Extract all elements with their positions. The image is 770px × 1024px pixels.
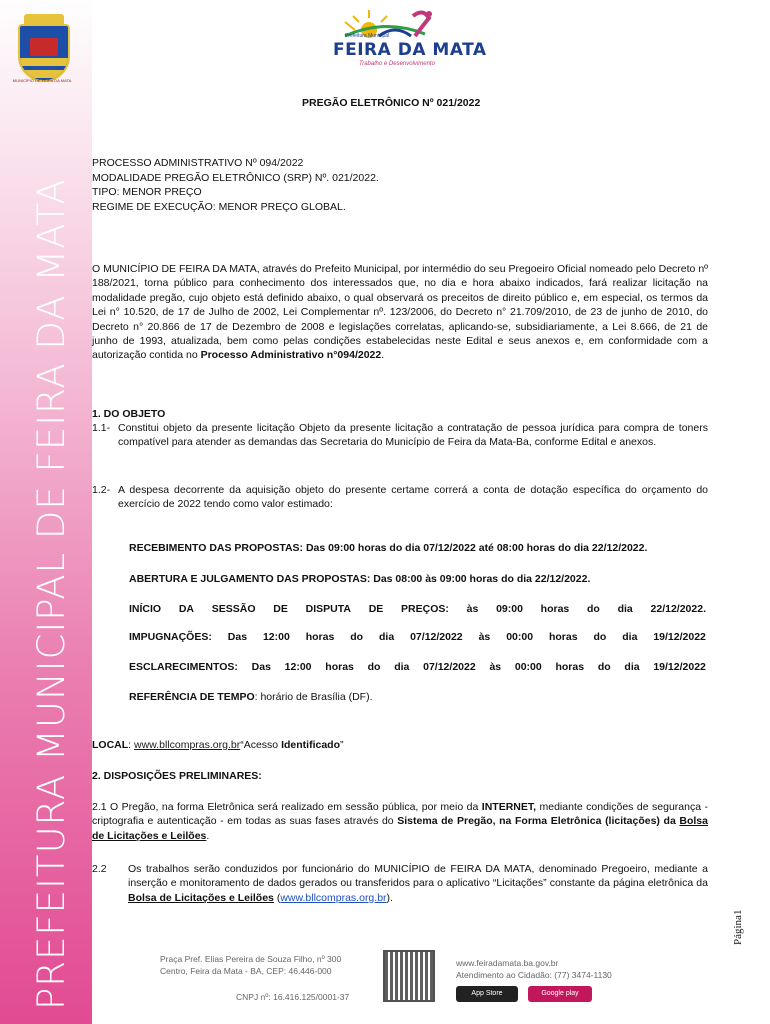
qr-code-icon[interactable] — [383, 950, 435, 1002]
logo-name: FEIRA DA MATA — [333, 40, 487, 60]
footer-contact — [456, 957, 612, 981]
schedule-impugnacoes: IMPUGNAÇÕES: Das 12:00 horas do dia 07/12/2022 às 00:00 horas do dia 19/12/2022 — [129, 631, 706, 643]
header-line: TIPO: MENOR PREÇO — [92, 186, 202, 198]
footer-atendimento: Atendimento ao Cidadão: (77) 3474-1130 — [456, 970, 612, 980]
bolsa-link[interactable]: Bolsa de Licitações e Leilões — [128, 891, 274, 904]
item-2-2-text: Os trabalhos serão conduzidos por funcionário do MUNICÍPIO de FEIRA DA MATA, denominado Pregoeiro, mediante a inserção e monitoramento de dados gerados ou transferidos para o aplicativo “Licitações” constante da página eletrônica da Bolsa de Licitações e Leilões (www.bllcompras.org.br). — [128, 863, 708, 904]
sidebar-text: PREFEITURA MUNICIPAL DE FEIRA DA MATA — [30, 178, 73, 1010]
item-2-1-text: 2.1 O Pregão, na forma Eletrônica será realizado em sessão pública, por meio da INTERNET, mediante condições de segurança - criptografia e autenticação - em todas as suas fases através do Sistema de Pregão, na Forma Eletrônica (licitações) da Bolsa de Licitações e Leilões. — [92, 801, 708, 842]
header-line: MODALIDADE PREGÃO ELETRÔNICO (SRP) Nº. 021/2022. — [92, 172, 379, 184]
header-line: REGIME DE EXECUÇÃO: MENOR PREÇO GLOBAL. — [92, 201, 346, 213]
logo-tagline: Trabalho e Desenvolvimento — [359, 61, 435, 67]
intro-paragraph — [92, 262, 708, 363]
logo-prefix: Prefeitura Municipal — [345, 33, 390, 39]
section-1-heading: 1. DO OBJETO — [92, 408, 166, 420]
local-line: LOCAL: www.bllcompras.org.br“Acesso Identificado” — [92, 739, 344, 751]
footer-site[interactable]: www.feiradamata.ba.gov.br — [456, 958, 559, 968]
item-1-1-text: Constitui objeto da presente licitação Objeto da presente licitação a contratação de pessoa jurídica para compra de toners compatível para atender as demandas das Secretaria do Município de Feira da Mata-Ba, conforme Edital e anexos. — [118, 422, 708, 449]
footer-address: Praça Pref. Elias Pereira de Souza Filho, nº 300 Centro, Feira da Mata - BA, CEP: 46.446-000 CNPJ nº: 16.416.125/0001-37 — [160, 954, 350, 1002]
crest-caption: MUNICÍPIO DE FEIRA DA MATA — [12, 78, 72, 83]
header-line: PROCESSO ADMINISTRATIVO Nº 094/2022 — [92, 157, 304, 169]
item-1-2-number: 1.2- — [92, 484, 111, 496]
section-2-heading: 2. DISPOSIÇÕES PRELIMINARES: — [92, 770, 262, 782]
local-link[interactable]: www.bllcompras.org.br — [134, 739, 241, 751]
item-1-2-text: A despesa decorrente da aquisição objeto do presente certame correrá a conta de dotação específica do orçamento do exercício de 2022 tendo como valor estimado: — [118, 484, 708, 511]
item-1-1-number: 1.1- — [92, 422, 111, 434]
city-logo — [325, 8, 487, 68]
page-number: Página1 — [732, 909, 744, 945]
sidebar-banner — [0, 0, 92, 1024]
schedule-abertura: ABERTURA E JULGAMENTO DAS PROPOSTAS: Das 08:00 às 09:00 horas do dia 22/12/2022. — [129, 573, 591, 585]
schedule-referencia: REFERÊNCIA DE TEMPO: horário de Brasília (DF). — [129, 691, 373, 703]
schedule-esclarecimentos: ESCLARECIMENTOS: Das 12:00 horas do dia 07/12/2022 às 00:00 horas do dia 19/12/2022 — [129, 661, 706, 673]
document-title: PREGÃO ELETRÔNICO Nº 021/2022 — [302, 97, 481, 109]
footer-cnpj: CNPJ nº: 16.416.125/0001-37 — [236, 992, 350, 1002]
intro-bold: Processo Administrativo n°094/2022 — [200, 349, 382, 362]
intro-text: O MUNICÍPIO DE FEIRA DA MATA, através do Prefeito Municipal, por intermédio do seu Pregoeiro Oficial nomeado pelo Decreto nº 188/2021, torna público para conhecimento dos interessados que, no dia e hora abaixo indicados, fará realizar licitação na modalidade pregão, cujo objeto está definido abaixo, o qual observará os preceitos de direito público e, em especial, os termos da Lei n° 10.520, de 17 de Julho de 2002, Lei Complementar nº. 123/2006, do Decreto n° 21.709/2010, de 23 de junho de 2010, do Decreto n° 20.866 de 17 de Dezembro de 2008 e legislações correlatas, aplicando-se, subsidiariamente, a Lei 8.666, de 21 de junho de 1993, atualizada, bem como pelas condições estabelecidas neste Edital e seus anexos e, em conformidade com a autorização contida no — [92, 263, 708, 362]
item-2-2-number: 2.2 — [92, 863, 107, 875]
app-store-badge[interactable]: App Store — [456, 986, 518, 1002]
google-play-badge[interactable]: Google play — [528, 986, 592, 1002]
schedule-recebimento: RECEBIMENTO DAS PROPOSTAS: Das 09:00 horas do dia 07/12/2022 até 08:00 horas do dia 22/12/2022. — [129, 542, 648, 554]
intro-end: . — [381, 349, 385, 362]
bolsa-link[interactable]: Bolsa de Licitações e Leilões — [92, 815, 708, 842]
bll-link[interactable]: www.bllcompras.org.br — [280, 891, 387, 904]
schedule-inicio: INÍCIO DA SESSÃO DE DISPUTA DE PREÇOS: às 09:00 horas do dia 22/12/2022. — [129, 603, 706, 615]
